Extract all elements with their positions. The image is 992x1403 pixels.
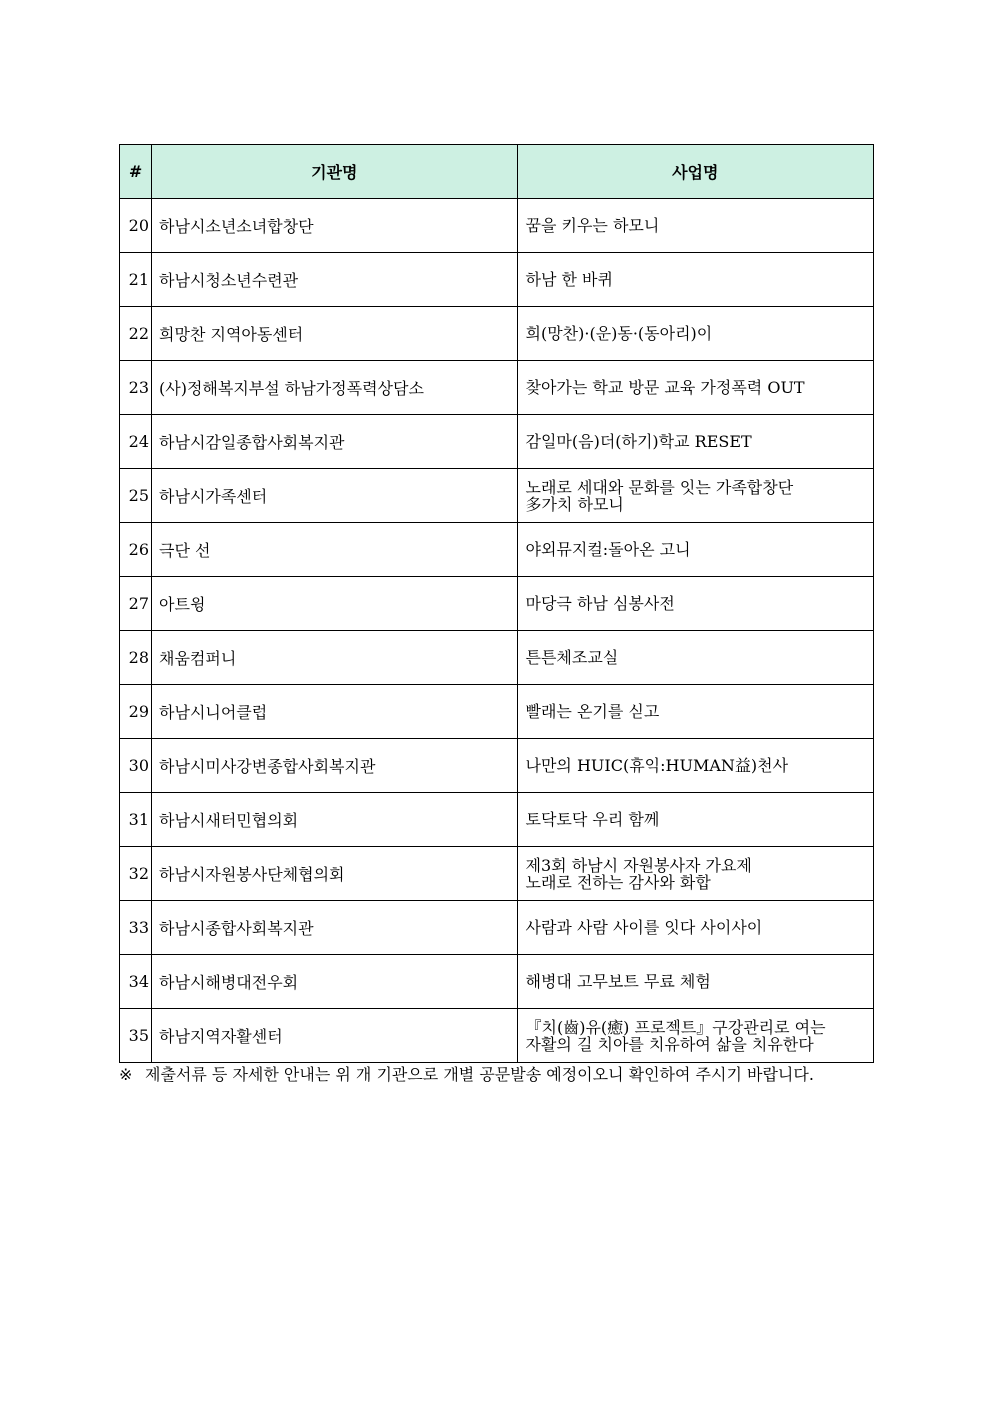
header-number: # xyxy=(120,145,152,199)
table-row xyxy=(120,793,874,847)
table-row xyxy=(120,955,874,1009)
project-name-line: 찾아가는 학교 방문 교육 가정폭력 OUT xyxy=(525,378,805,397)
project-name xyxy=(517,631,873,685)
project-name-line: 꿈을 키우는 하모니 xyxy=(525,216,660,235)
project-name xyxy=(517,523,873,577)
organization-name: 하남시해병대전우회 xyxy=(152,955,517,1009)
project-name-line: 희(망찬)·(운)동·(동아리)이 xyxy=(525,324,713,343)
project-name xyxy=(517,1009,873,1063)
project-name xyxy=(517,199,873,253)
organization-name: 희망찬 지역아동센터 xyxy=(152,307,517,361)
table-row xyxy=(120,739,874,793)
project-name xyxy=(517,901,873,955)
table-row xyxy=(120,415,874,469)
project-name xyxy=(517,253,873,307)
organization-name: 하남시소년소녀합창단 xyxy=(152,199,517,253)
project-name xyxy=(517,739,873,793)
organization-name: 하남시가족센터 xyxy=(152,469,517,523)
table-row xyxy=(120,253,874,307)
footnote xyxy=(119,1061,879,1089)
project-name xyxy=(517,469,873,523)
row-number: 24 xyxy=(120,415,152,469)
table-row xyxy=(120,523,874,577)
project-name-line: 튼튼체조교실 xyxy=(525,648,619,667)
project-name-line: 多가치 하모니 xyxy=(525,494,624,514)
header-project: 사업명 xyxy=(517,145,873,199)
row-number: 23 xyxy=(120,361,152,415)
project-name xyxy=(517,955,873,1009)
project-name-line: 빨래는 온기를 싣고 xyxy=(525,702,660,721)
row-number: 29 xyxy=(120,685,152,739)
row-number: 22 xyxy=(120,307,152,361)
table-row xyxy=(120,307,874,361)
project-name xyxy=(517,793,873,847)
organization-name: 하남시미사강변종합사회복지관 xyxy=(152,739,517,793)
footnote-text: 제출서류 등 자세한 안내는 위 개 기관으로 개별 공문발송 예정이오니 확인하여 주시기 바랍니다. xyxy=(145,1065,814,1084)
table-row xyxy=(120,469,874,523)
project-name xyxy=(517,847,873,901)
row-number: 25 xyxy=(120,469,152,523)
project-name xyxy=(517,361,873,415)
row-number: 27 xyxy=(120,577,152,631)
organization-name: 하남시종합사회복지관 xyxy=(152,901,517,955)
table-row xyxy=(120,631,874,685)
project-name-line: 제3회 하남시 자원봉사자 가요제 xyxy=(525,855,752,875)
organization-name: 하남시새터민협의회 xyxy=(152,793,517,847)
row-number: 28 xyxy=(120,631,152,685)
reference-mark: ※ xyxy=(119,1065,133,1084)
project-name-line: 사람과 사람 사이를 잇다 사이사이 xyxy=(525,918,763,937)
row-number: 21 xyxy=(120,253,152,307)
organization-name: 하남지역자활센터 xyxy=(152,1009,517,1063)
row-number: 31 xyxy=(120,793,152,847)
table-row xyxy=(120,847,874,901)
row-number: 32 xyxy=(120,847,152,901)
project-name-line: 나만의 HUIC(휴익:HUMAN益)천사 xyxy=(525,756,789,775)
project-name-line: 야외뮤지컬:돌아온 고니 xyxy=(525,540,691,559)
project-name-line: 노래로 세대와 문화를 잇는 가족합창단 xyxy=(525,477,794,497)
table-row xyxy=(120,1009,874,1063)
project-name-line: 마당극 하남 심봉사전 xyxy=(525,594,675,613)
organization-name: 하남시자원봉사단체협의회 xyxy=(152,847,517,901)
project-name xyxy=(517,577,873,631)
project-name xyxy=(517,307,873,361)
organization-name: 아트윙 xyxy=(152,577,517,631)
organization-name: (사)정해복지부설 하남가정폭력상담소 xyxy=(152,361,517,415)
project-name-line: 하남 한 바퀴 xyxy=(525,270,613,289)
table-row xyxy=(120,199,874,253)
project-name xyxy=(517,685,873,739)
row-number: 33 xyxy=(120,901,152,955)
project-name-line: 『치(齒)유(癒) 프로젝트』구강관리로 여는 xyxy=(525,1017,826,1037)
table-row xyxy=(120,901,874,955)
table-row xyxy=(120,361,874,415)
row-number: 20 xyxy=(120,199,152,253)
row-number: 26 xyxy=(120,523,152,577)
organization-name: 하남시니어클럽 xyxy=(152,685,517,739)
organization-project-table xyxy=(119,144,874,1063)
organization-name: 하남시감일종합사회복지관 xyxy=(152,415,517,469)
row-number: 34 xyxy=(120,955,152,1009)
table-header-row xyxy=(120,145,874,199)
organization-name: 채움컴퍼니 xyxy=(152,631,517,685)
project-name-line: 감일마(음)더(하기)학교 RESET xyxy=(525,432,752,451)
header-organization: 기관명 xyxy=(152,145,517,199)
project-name-line: 해병대 고무보트 무료 체험 xyxy=(525,972,711,991)
table-row xyxy=(120,685,874,739)
table-row xyxy=(120,577,874,631)
project-name-line: 노래로 전하는 감사와 화합 xyxy=(525,872,711,892)
project-name-line: 토닥토닥 우리 함께 xyxy=(525,810,660,829)
row-number: 35 xyxy=(120,1009,152,1063)
organization-name: 하남시청소년수련관 xyxy=(152,253,517,307)
project-name xyxy=(517,415,873,469)
project-name-line: 자활의 길 치아를 치유하여 삶을 치유한다 xyxy=(525,1034,814,1054)
organization-name: 극단 선 xyxy=(152,523,517,577)
row-number: 30 xyxy=(120,739,152,793)
